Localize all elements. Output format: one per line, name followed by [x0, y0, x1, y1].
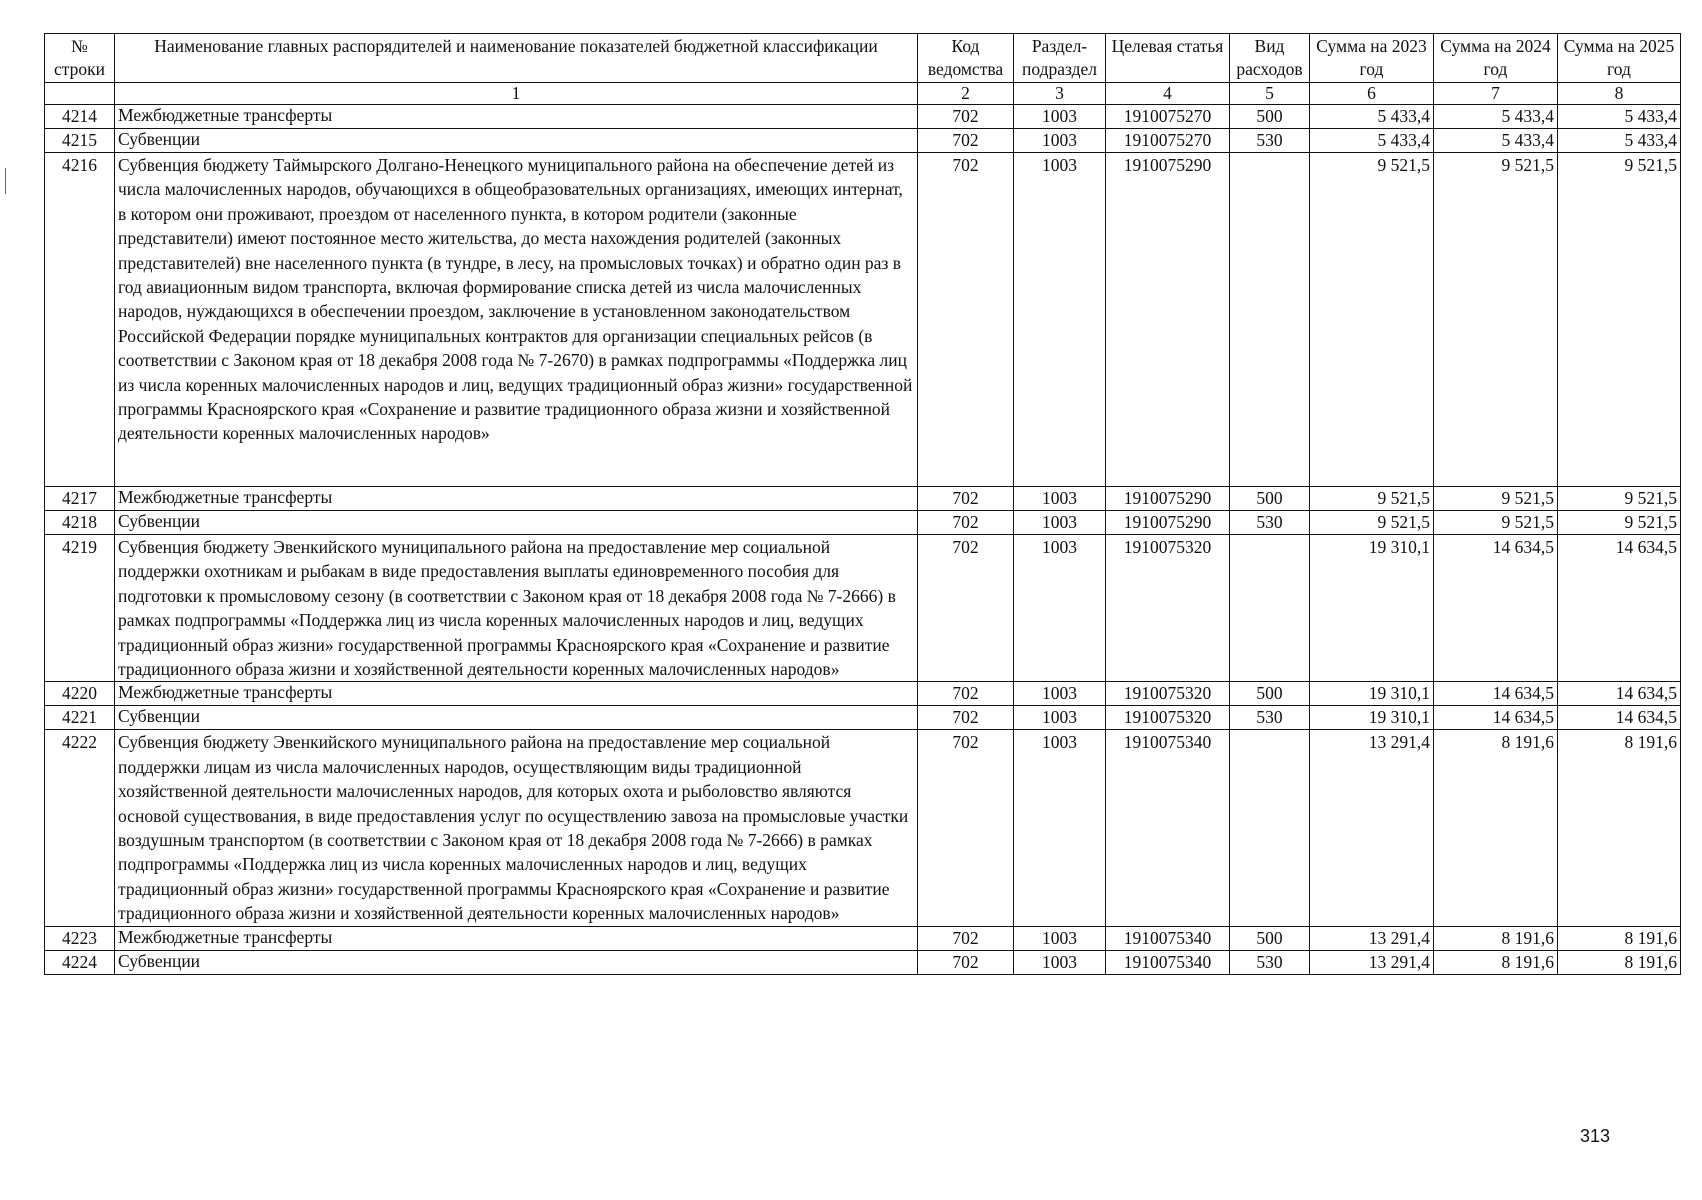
row-number: 4223 [45, 926, 115, 950]
row-section: 1003 [1014, 487, 1106, 511]
row-name: Межбюджетные трансферты [115, 682, 918, 706]
table-row [45, 511, 1681, 535]
row-sum-2024: 5 433,4 [1434, 105, 1558, 129]
column-number: 7 [1434, 83, 1558, 105]
row-target: 1910075290 [1106, 487, 1230, 511]
row-sum-2024: 5 433,4 [1434, 129, 1558, 153]
row-dept-code: 702 [918, 105, 1014, 129]
row-number: 4222 [45, 730, 115, 926]
row-section: 1003 [1014, 682, 1106, 706]
header-name: Наименование главных распорядителей и наименование показателей бюджетной классификации [115, 34, 918, 83]
column-number: 6 [1310, 83, 1434, 105]
row-expense-type: 500 [1230, 926, 1310, 950]
row-expense-type: 500 [1230, 682, 1310, 706]
row-sum-2024: 9 521,5 [1434, 487, 1558, 511]
row-expense-type [1230, 535, 1310, 682]
row-sum-2023: 13 291,4 [1310, 950, 1434, 974]
column-number: 4 [1106, 83, 1230, 105]
row-target: 1910075320 [1106, 682, 1230, 706]
column-number: 2 [918, 83, 1014, 105]
row-sum-2023: 13 291,4 [1310, 926, 1434, 950]
row-sum-2025: 9 521,5 [1558, 153, 1681, 487]
row-name: Субвенции [115, 511, 918, 535]
row-expense-type: 530 [1230, 511, 1310, 535]
table-row [45, 950, 1681, 974]
header-target: Целевая статья [1106, 34, 1230, 83]
row-expense-type: 500 [1230, 105, 1310, 129]
row-dept-code: 702 [918, 535, 1014, 682]
table-row [45, 153, 1681, 487]
row-expense-type: 530 [1230, 950, 1310, 974]
row-section: 1003 [1014, 730, 1106, 926]
row-target: 1910075270 [1106, 129, 1230, 153]
row-target: 1910075340 [1106, 730, 1230, 926]
header-sum-2023: Сумма на 2023 год [1310, 34, 1434, 83]
column-number: 3 [1014, 83, 1106, 105]
row-sum-2024: 14 634,5 [1434, 682, 1558, 706]
row-sum-2023: 5 433,4 [1310, 129, 1434, 153]
row-target: 1910075340 [1106, 950, 1230, 974]
row-dept-code: 702 [918, 950, 1014, 974]
row-section: 1003 [1014, 926, 1106, 950]
row-name: Межбюджетные трансферты [115, 105, 918, 129]
row-target: 1910075270 [1106, 105, 1230, 129]
row-target: 1910075340 [1106, 926, 1230, 950]
header-sum-2025: Сумма на 2025 год [1558, 34, 1681, 83]
row-sum-2025: 5 433,4 [1558, 129, 1681, 153]
header-expense-type: Вид расходов [1230, 34, 1310, 83]
row-name: Субвенция бюджету Эвенкийского муниципального района на предоставление мер социальной поддержки лицам из числа малочисленных народов, осуществляющим виды традиционной хозяйственной деятельности малочисленных народов, для которых охота и рыболовство являются основой существования, в виде предоставления услуг по осуществлению завоза на промысловые участки воздушным транспортом (в соответствии с Законом края от 18 декабря 2008 года № 7-2666) в рамках подпрограммы «Поддержка лиц из числа коренных малочисленных народов и лиц, ведущих традиционный образ жизни» государственной программы Красноярского края «Сохранение и развитие традиционного образа жизни и хозяйственной деятельности коренных малочисленных народов» [115, 730, 918, 926]
column-number: 1 [115, 83, 918, 105]
row-name: Субвенция бюджету Таймырского Долгано-Ненецкого муниципального района на обеспечение детей из числа малочисленных народов, обучающихся в общеобразовательных организациях, имеющих интернат, в котором они проживают, проездом от населенного пункта, в котором родители (законные представители) имеют постоянное место жительства, до места нахождения родителей (законных представителей) вне населенного пункта (в тундре, в лесу, на промысловых точках) и обратно один раз в год авиационным видом транспорта, включая формирование списка детей из числа малочисленных народов, нуждающихся в обеспечении проездом, заключение в установленном законодательством Российской Федерации порядке муниципальных контрактов для организации специальных рейсов (в соответствии с Законом края от 18 декабря 2008 года № 7-2670) в рамках подпрограммы «Поддержка лиц из числа коренных малочисленных народов и лиц, ведущих традиционный образ жизни» государственной программы Красноярского края «Сохранение и развитие традиционного образа жизни и хозяйственной деятельности коренных малочисленных народов» [115, 153, 918, 487]
row-number: 4216 [45, 153, 115, 487]
row-expense-type: 530 [1230, 706, 1310, 730]
row-sum-2023: 5 433,4 [1310, 105, 1434, 129]
table-row [45, 706, 1681, 730]
row-target: 1910075320 [1106, 535, 1230, 682]
row-number: 4224 [45, 950, 115, 974]
column-number-empty [45, 83, 115, 105]
row-target: 1910075290 [1106, 511, 1230, 535]
row-section: 1003 [1014, 105, 1106, 129]
row-dept-code: 702 [918, 730, 1014, 926]
table-row [45, 105, 1681, 129]
row-dept-code: 702 [918, 129, 1014, 153]
row-sum-2025: 9 521,5 [1558, 487, 1681, 511]
column-number: 5 [1230, 83, 1310, 105]
header-row-no: № строки [45, 34, 115, 83]
header-section: Раздел-подраздел [1014, 34, 1106, 83]
row-name: Межбюджетные трансферты [115, 926, 918, 950]
row-sum-2025: 9 521,5 [1558, 511, 1681, 535]
row-sum-2024: 8 191,6 [1434, 950, 1558, 974]
row-sum-2023: 19 310,1 [1310, 535, 1434, 682]
table-row [45, 730, 1681, 926]
row-sum-2024: 8 191,6 [1434, 730, 1558, 926]
row-sum-2023: 19 310,1 [1310, 682, 1434, 706]
row-sum-2023: 9 521,5 [1310, 153, 1434, 487]
row-sum-2024: 14 634,5 [1434, 706, 1558, 730]
header-dept-code: Код ведомства [918, 34, 1014, 83]
row-sum-2023: 13 291,4 [1310, 730, 1434, 926]
row-sum-2025: 5 433,4 [1558, 105, 1681, 129]
row-sum-2025: 14 634,5 [1558, 682, 1681, 706]
column-number: 8 [1558, 83, 1681, 105]
row-section: 1003 [1014, 511, 1106, 535]
row-sum-2023: 9 521,5 [1310, 511, 1434, 535]
row-dept-code: 702 [918, 487, 1014, 511]
row-section: 1003 [1014, 706, 1106, 730]
row-name: Субвенция бюджету Эвенкийского муниципального района на предоставление мер социальной поддержки охотникам и рыбакам в виде предоставления выплаты единовременного пособия для подготовки к промысловому сезону (в соответствии с Законом края от 18 декабря 2008 года № 7-2666) в рамках подпрограммы «Поддержка лиц из числа коренных малочисленных народов и лиц, ведущих традиционный образ жизни» государственной программы Красноярского края «Сохранение и развитие традиционного образа жизни и хозяйственной деятельности коренных малочисленных народов» [115, 535, 918, 682]
row-sum-2025: 8 191,6 [1558, 926, 1681, 950]
row-sum-2025: 8 191,6 [1558, 950, 1681, 974]
row-number: 4221 [45, 706, 115, 730]
row-number: 4219 [45, 535, 115, 682]
row-name: Субвенции [115, 706, 918, 730]
row-section: 1003 [1014, 153, 1106, 487]
row-number: 4220 [45, 682, 115, 706]
row-target: 1910075320 [1106, 706, 1230, 730]
row-dept-code: 702 [918, 682, 1014, 706]
budget-table [44, 33, 1681, 975]
row-sum-2025: 14 634,5 [1558, 535, 1681, 682]
row-expense-type [1230, 730, 1310, 926]
row-sum-2024: 14 634,5 [1434, 535, 1558, 682]
row-section: 1003 [1014, 950, 1106, 974]
row-sum-2024: 9 521,5 [1434, 153, 1558, 487]
table-row [45, 129, 1681, 153]
row-section: 1003 [1014, 129, 1106, 153]
row-number: 4218 [45, 511, 115, 535]
row-name: Межбюджетные трансферты [115, 487, 918, 511]
row-sum-2023: 19 310,1 [1310, 706, 1434, 730]
row-expense-type: 500 [1230, 487, 1310, 511]
row-dept-code: 702 [918, 511, 1014, 535]
row-sum-2024: 9 521,5 [1434, 511, 1558, 535]
row-target: 1910075290 [1106, 153, 1230, 487]
margin-mark [5, 168, 6, 194]
column-number-row [45, 83, 1681, 105]
table-row [45, 682, 1681, 706]
row-dept-code: 702 [918, 706, 1014, 730]
row-number: 4217 [45, 487, 115, 511]
row-number: 4214 [45, 105, 115, 129]
table-row [45, 926, 1681, 950]
row-sum-2023: 9 521,5 [1310, 487, 1434, 511]
row-name: Субвенции [115, 950, 918, 974]
row-sum-2024: 8 191,6 [1434, 926, 1558, 950]
page-number: 313 [1580, 1126, 1611, 1146]
row-number: 4215 [45, 129, 115, 153]
table-row [45, 487, 1681, 511]
header-row [45, 34, 1681, 83]
table-row [45, 535, 1681, 682]
row-sum-2025: 14 634,5 [1558, 706, 1681, 730]
header-sum-2024: Сумма на 2024 год [1434, 34, 1558, 83]
row-dept-code: 702 [918, 153, 1014, 487]
row-name: Субвенции [115, 129, 918, 153]
row-dept-code: 702 [918, 926, 1014, 950]
row-sum-2025: 8 191,6 [1558, 730, 1681, 926]
row-expense-type: 530 [1230, 129, 1310, 153]
row-expense-type [1230, 153, 1310, 487]
row-section: 1003 [1014, 535, 1106, 682]
